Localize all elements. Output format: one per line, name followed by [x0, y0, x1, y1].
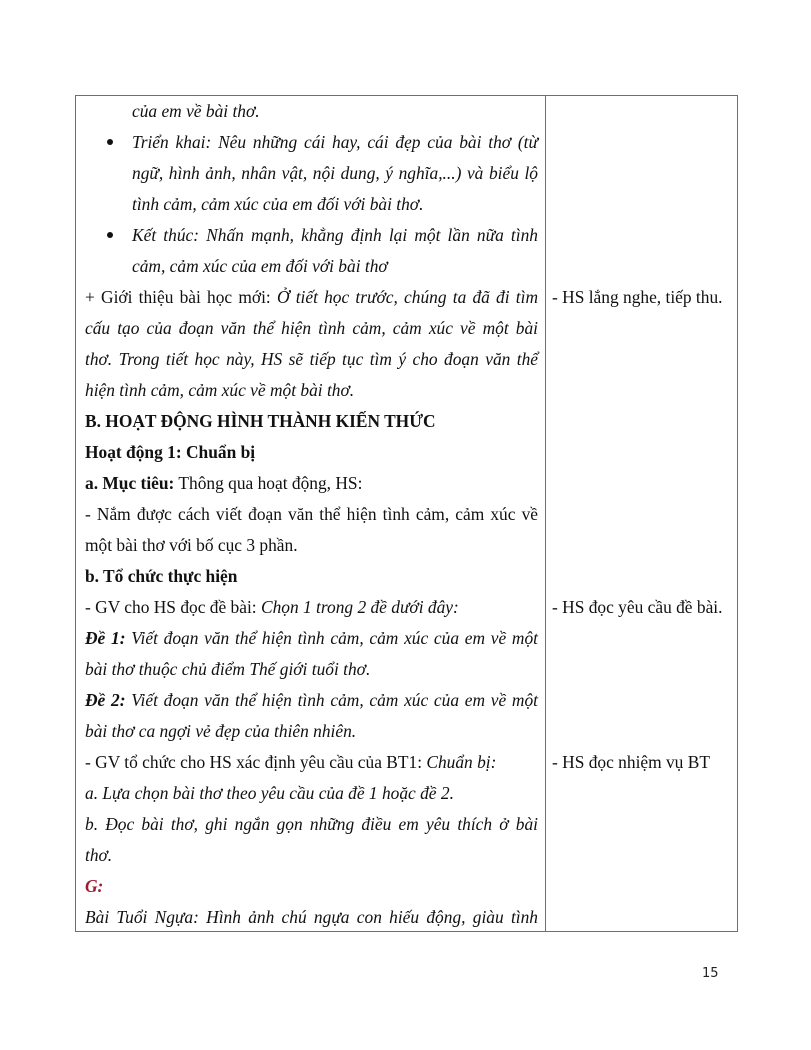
student-note-listen: - HS lắng nghe, tiếp thu.	[552, 287, 723, 307]
objective-text: Thông qua hoạt động, HS:	[174, 473, 363, 493]
lesson-plan-table	[75, 95, 738, 932]
intro-text: Ở tiết học trước, chúng ta đã đi tìm	[276, 287, 539, 307]
suggestion-label: G:	[85, 876, 104, 896]
text-line: hiện tình cảm, cảm xúc về một bài thơ.	[85, 380, 355, 400]
text-line: - Nắm được cách viết đoạn văn thể hiện tình cảm, cảm xúc về	[85, 504, 538, 524]
text-line: bài thơ ca ngợi vẻ đẹp của thiên nhiên.	[85, 721, 357, 741]
bullet-item-ket-thuc	[85, 220, 538, 251]
topic-2-line	[85, 685, 538, 716]
student-activity-column	[546, 96, 737, 931]
teacher-activity-column	[76, 96, 546, 931]
topic-2-text: Viết đoạn văn thể hiện tình cảm, cảm xúc của em về một	[125, 690, 538, 710]
text-line: b. Đọc bài thơ, ghi ngắn gọn những điều em yêu thích ở bài	[85, 814, 538, 834]
bullet-text: Triển khai: Nêu những cái hay, cái đẹp của bài thơ (từ	[132, 132, 538, 152]
gv-bt1-label: - GV tổ chức cho HS xác định yêu cầu của BT1:	[85, 752, 427, 772]
text-line: thơ.	[85, 845, 113, 865]
text-line: của em về bài thơ.	[132, 101, 260, 121]
activity-heading: Hoạt động 1: Chuẩn bị	[85, 442, 256, 462]
text-line: một bài thơ với bố cục 3 phần.	[85, 535, 298, 555]
intro-new-lesson-line	[85, 282, 538, 313]
student-note-read-task: - HS đọc nhiệm vụ BT	[552, 752, 710, 772]
text-line: thơ. Trong tiết học này, HS sẽ tiếp tục tìm ý cho đoạn văn thể	[85, 349, 538, 369]
topic-1-text: Viết đoạn văn thể hiện tình cảm, cảm xúc của em về một	[125, 628, 538, 648]
student-note-read-topic: - HS đọc yêu cầu đề bài.	[552, 597, 723, 617]
objective-label: a. Mục tiêu:	[85, 473, 175, 493]
gv-instruction-text: Chọn 1 trong 2 đề dưới đây:	[260, 597, 459, 617]
section-heading: B. HOẠT ĐỘNG HÌNH THÀNH KIẾN THỨC	[85, 411, 436, 431]
topic-1-label: Đề 1:	[85, 628, 126, 648]
topic-2-label: Đề 2:	[85, 690, 126, 710]
text-line: tình cảm, cảm xúc của em đối với bài thơ.	[132, 194, 424, 214]
gv-bt1-text: Chuẩn bị:	[426, 752, 497, 772]
text-line: bài thơ thuộc chủ điểm Thế giới tuổi thơ.	[85, 659, 371, 679]
objective-line	[85, 468, 538, 499]
bullet-item-trien-khai	[85, 127, 538, 158]
text-line: cấu tạo của đoạn văn thể hiện tình cảm, cảm xúc về một bài	[85, 318, 538, 338]
text-line: cảm, cảm xúc của em đối với bài thơ	[132, 256, 388, 276]
text-line: ngữ, hình ảnh, nhân vật, nội dung, ý nghĩa,...) và biểu lộ	[132, 163, 538, 183]
gv-instruction-label: - GV cho HS đọc đề bài:	[85, 597, 261, 617]
gv-bt1-line	[85, 747, 538, 778]
text-line: a. Lựa chọn bài thơ theo yêu cầu của đề 1 hoặc đề 2.	[85, 783, 454, 803]
gv-instruction-line	[85, 592, 538, 623]
organization-heading: b. Tổ chức thực hiện	[85, 566, 238, 586]
page-number: 15	[702, 966, 719, 981]
bullet-icon	[107, 232, 113, 238]
bullet-text: Kết thúc: Nhấn mạnh, khẳng định lại một lần nữa tình	[132, 225, 538, 245]
intro-label: + Giới thiệu bài học mới:	[85, 287, 277, 307]
bullet-icon	[107, 139, 113, 145]
text-line: Bài Tuổi Ngựa: Hình ảnh chú ngựa con hiếu động, giàu tình	[85, 907, 538, 927]
topic-1-line	[85, 623, 538, 654]
